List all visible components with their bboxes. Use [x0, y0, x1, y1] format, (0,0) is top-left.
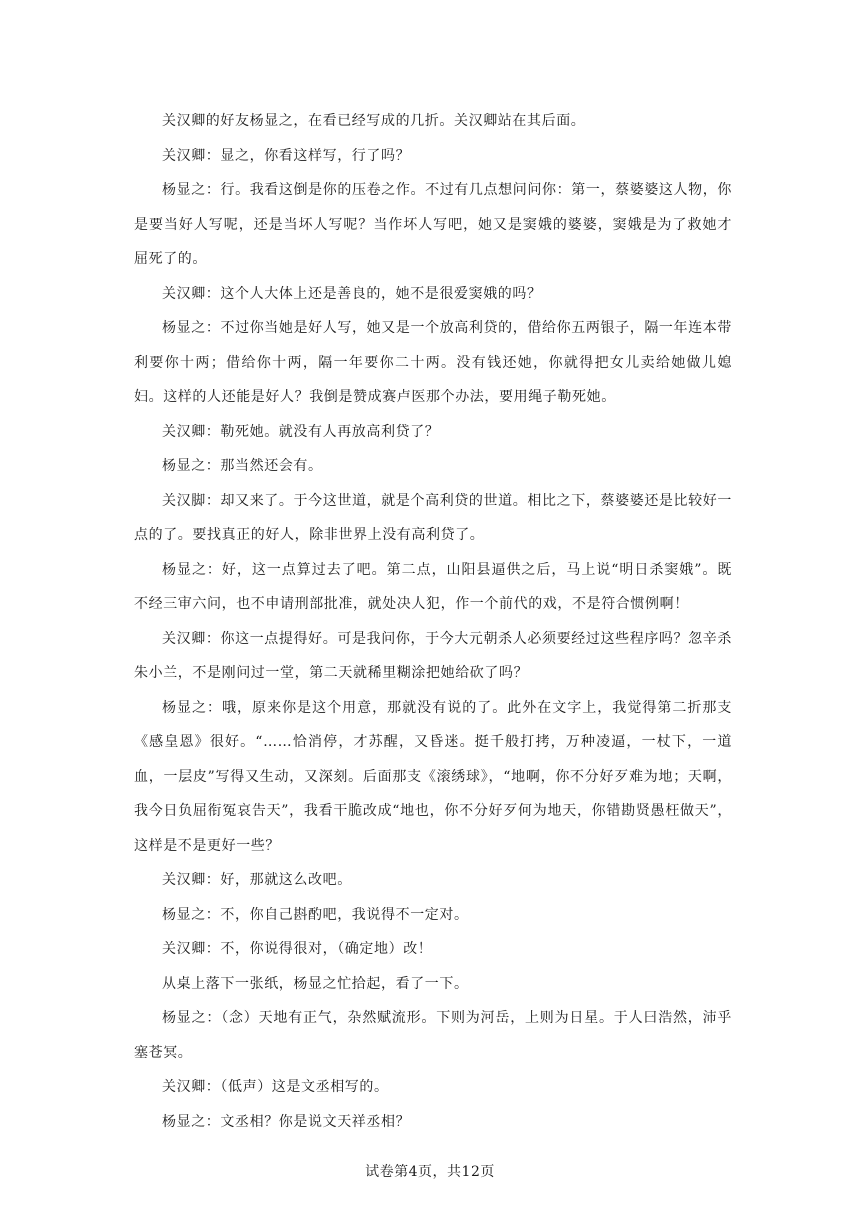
paragraph: 关汉卿：勒死她。就没有人再放高利贷了？ — [162, 423, 440, 440]
paragraph: 关汉卿：（低声）这是文丞相写的。 — [162, 1079, 389, 1095]
page-footer: 试卷第4页，共12页 — [365, 1164, 495, 1180]
paragraph: 杨显之：不，你自己斟酌吧，我说得不一定对。 — [162, 906, 469, 923]
paragraph: 关汉脚：却又来了。于今这世道，就是个高利贷的世道。相比之下，蔡婆婆还是比较好一点的了。要找真正的好人，除非世界上没有高利贷了。 — [134, 492, 732, 543]
document-body — [134, 104, 732, 1139]
paragraph: 关汉卿：好，那就这么改吧。 — [162, 872, 352, 888]
paragraph: 关汉卿：显之，你看这样写，行了吗？ — [162, 147, 411, 164]
paragraph: 关汉卿：不，你说得很对，（确定地）改！ — [162, 941, 433, 957]
paragraph: 杨显之：行。我看这倒是你的压卷之作。不过有几点想问问你：第一，蔡婆婆这人物，你是要当好人写呢，还是当坏人写呢？当作坏人写吧，她又是窦娥的婆婆，窦娥是为了救她才屈死了的。 — [134, 182, 732, 267]
paragraph: 杨显之：（念）天地有正气，杂然赋流形。下则为河岳，上则为日星。于人曰浩然，沛乎塞苍冥。 — [134, 1010, 732, 1061]
paragraph: 关汉卿：你这一点提得好。可是我问你，于今大元朝杀人必须要经过这些程序吗？忽辛杀朱小兰，不是刚问过一堂，第二天就稀里糊涂把她给砍了吗？ — [134, 630, 732, 681]
paragraph: 杨显之：文丞相？你是说文天祥丞相？ — [162, 1113, 411, 1130]
paragraph: 杨显之：好，这一点算过去了吧。第二点，山阳县逼供之后，马上说“明日杀窦娥”。既不经三审六问，也不申请刑部批准，就处决人犯，作一个前代的戏，不是符合惯例啊！ — [134, 561, 732, 612]
paragraph: 杨显之：不过你当她是好人写，她又是一个放高利贷的，借给你五两银子，隔一年连本带利要你十两；借给你十两，隔一年要你二十两。没有钱还她，你就得把女儿卖给她做儿媳妇。这样的人还能是好人？我倒是赞成赛卢医那个办法，要用绳子勒死她。 — [134, 320, 732, 405]
paragraph: 杨显之：那当然还会有。 — [162, 458, 323, 474]
paragraph: 从桌上落下一张纸，杨显之忙拾起，看了一下。 — [162, 975, 469, 992]
paragraph: 关汉卿：这个人大体上还是善良的，她不是很爱窦娥的吗？ — [162, 285, 542, 302]
paragraph: 杨显之：哦，原来你是这个用意，那就没有说的了。此外在文字上，我觉得第二折那支《感皇恩》很好。“……恰消停，才苏醒，又昏迷。挺千般打拷，万种凌逼，一杖下，一道血，一层皮”写得又生动，又深刻。后面那支《滚绣球》，“地啊，你不分好歹难为地；天啊，我今日负屈衔冤哀告天”，我看干脆改成“地也，你不分好歹何为地天，你错勘贤愚枉做天”，这样是不是更好一些？ — [134, 699, 732, 854]
paragraph: 关汉卿的好友杨显之，在看已经写成的几折。关汉卿站在其后面。 — [162, 113, 586, 129]
